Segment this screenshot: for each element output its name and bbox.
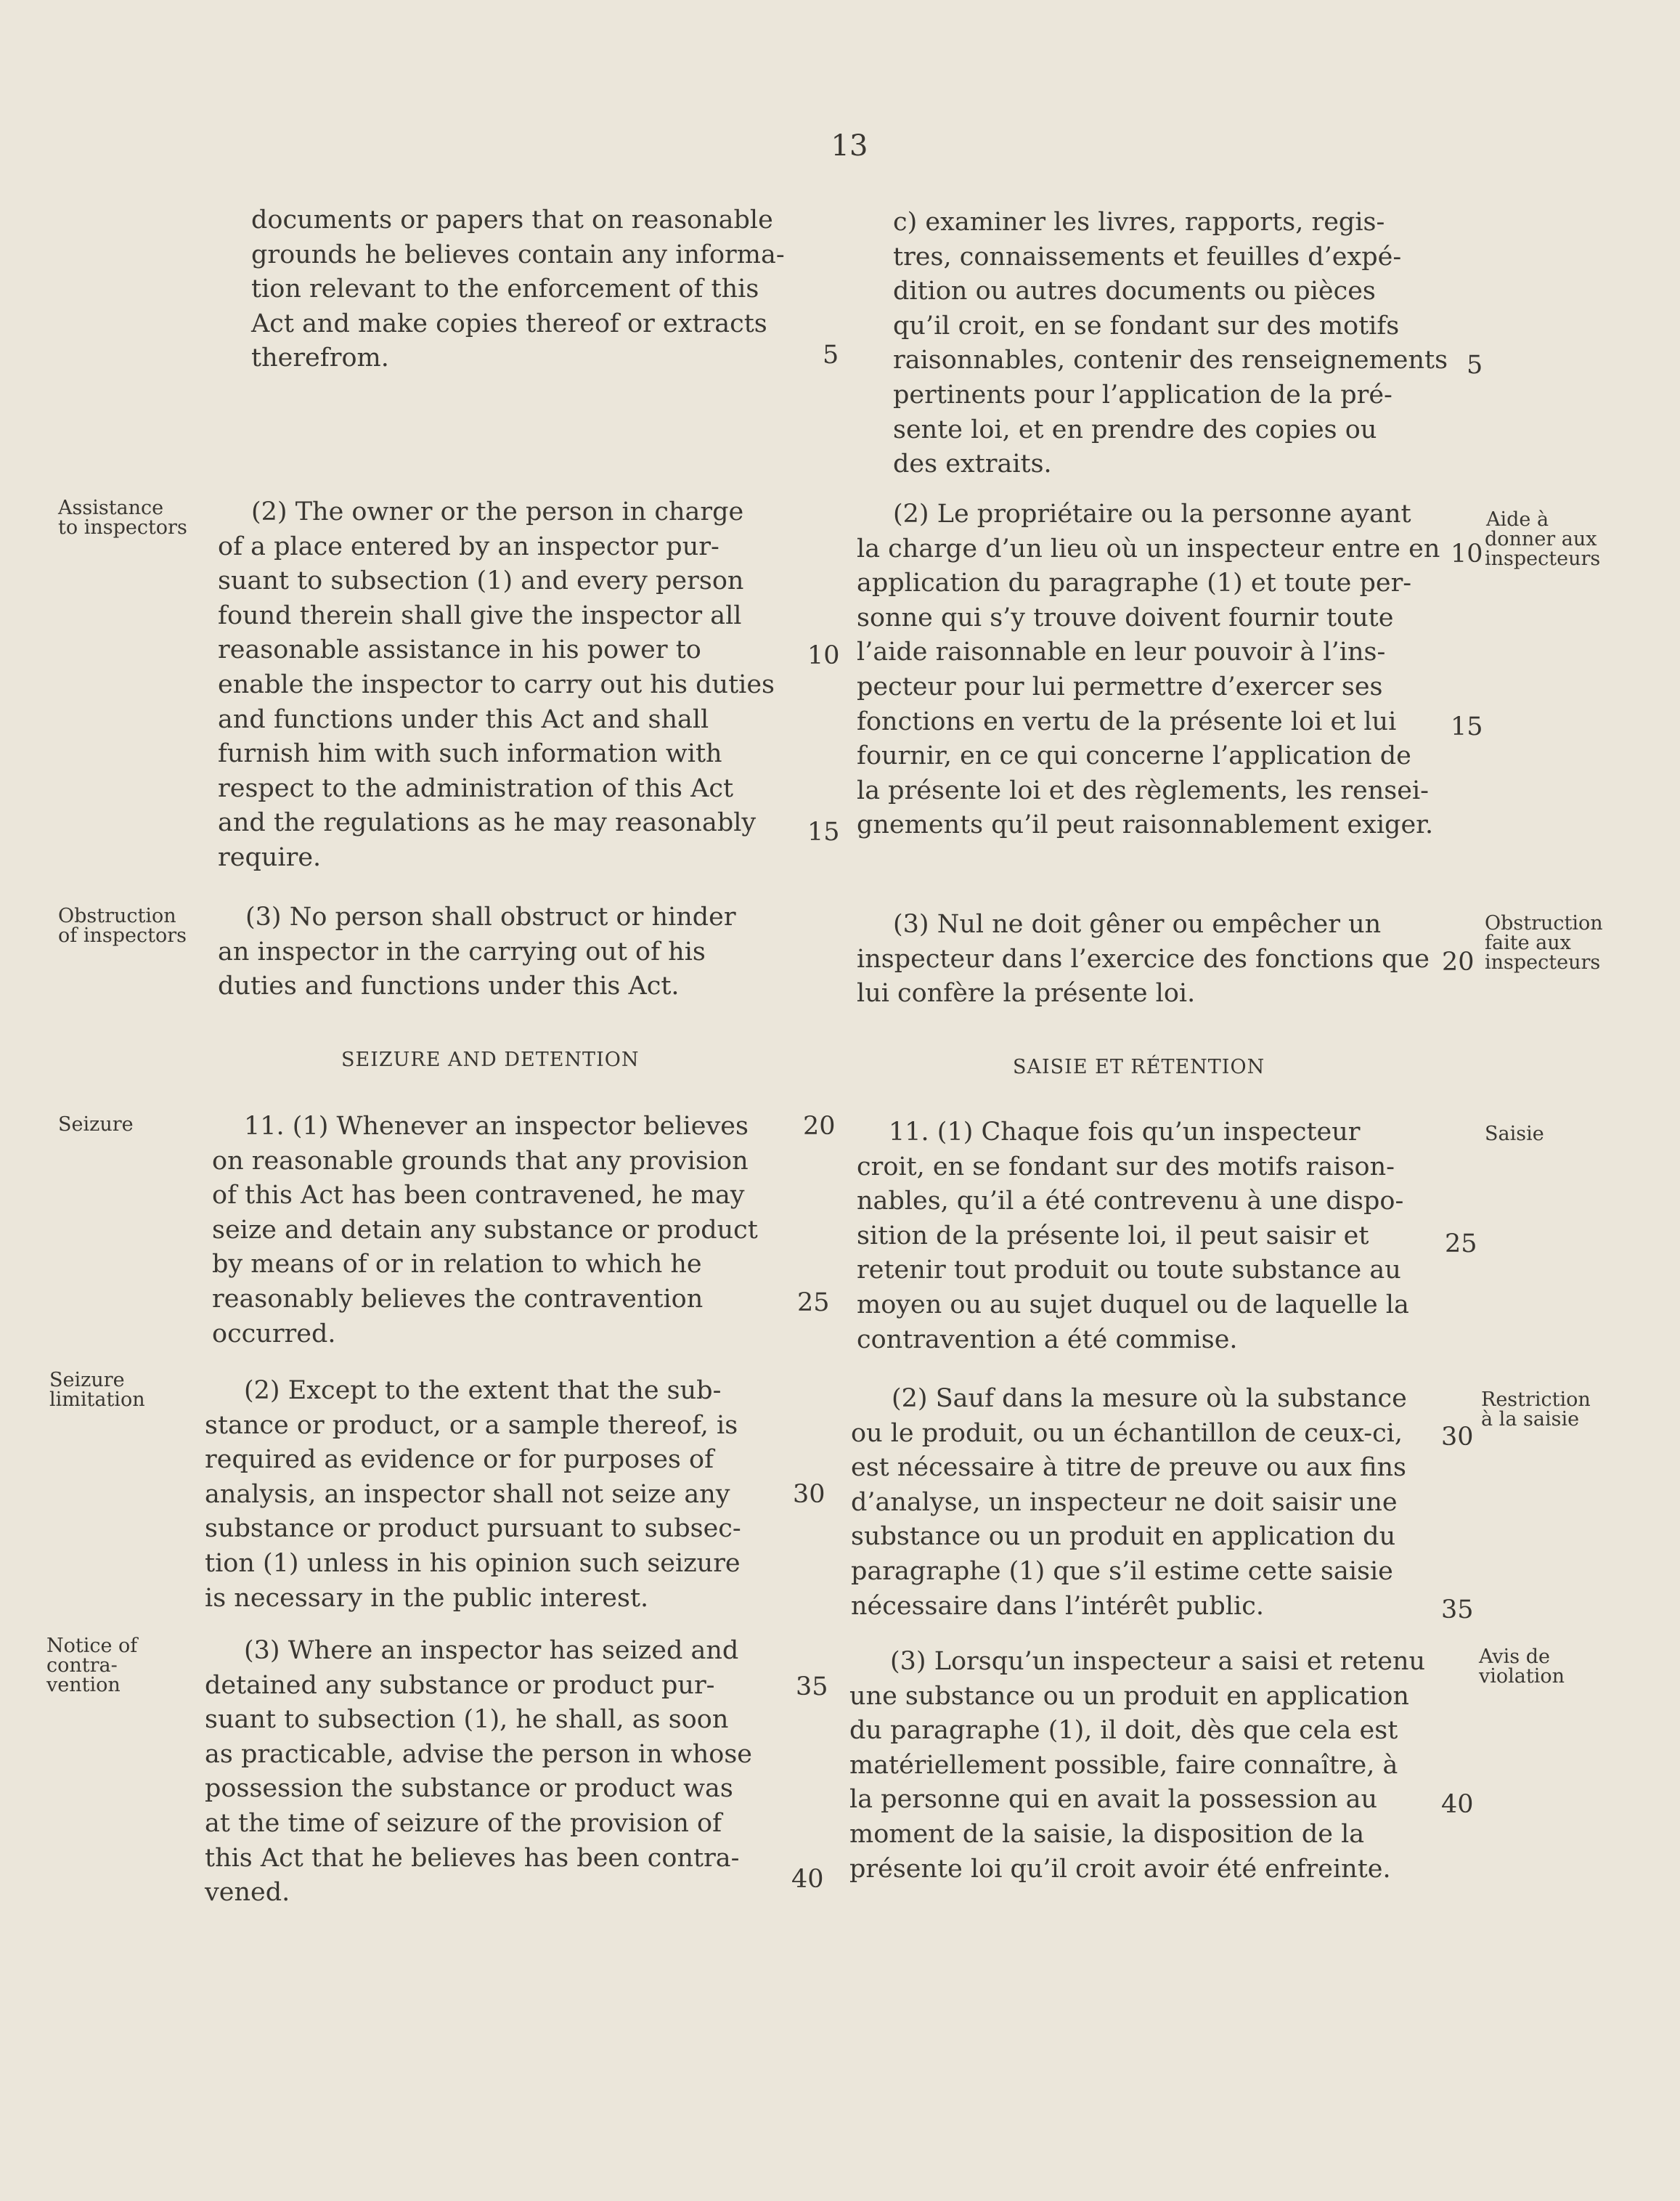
en-margin-note-obstruction bbox=[58, 906, 187, 945]
line-number: 35 bbox=[1441, 1595, 1474, 1624]
line-number: 10 bbox=[807, 641, 840, 670]
margin-note-line: Obstruction bbox=[1485, 912, 1603, 935]
text-line: du paragraphe (1), il doit, dès que cela est bbox=[849, 1716, 1398, 1746]
text-line: require. bbox=[218, 842, 322, 872]
text-line: furnish him with such information with bbox=[218, 739, 722, 769]
text-line: (3) Lorsqu’un inspecteur a saisi et retenu bbox=[890, 1647, 1426, 1676]
text-line: gnements qu’il peut raisonnablement exiger. bbox=[857, 810, 1434, 840]
text-line: reasonably believes the contravention bbox=[212, 1284, 704, 1314]
text-line: la charge d’un lieu où un inspecteur entre en bbox=[857, 534, 1440, 564]
text-line: an inspector in the carrying out of his bbox=[218, 937, 706, 967]
margin-note-line: of inspectors bbox=[58, 924, 187, 947]
text-line: tion relevant to the enforcement of this bbox=[251, 274, 759, 304]
en-margin-note-seizure bbox=[58, 1115, 134, 1134]
text-line: is necessary in the public interest. bbox=[205, 1583, 649, 1613]
text-line: la présente loi et des règlements, les rensei- bbox=[857, 776, 1429, 805]
margin-note-line: donner aux bbox=[1485, 528, 1597, 550]
margin-note-line: Aide à bbox=[1486, 508, 1549, 531]
fr-assistance-paragraph bbox=[857, 497, 1440, 843]
text-line: (3) Nul ne doit gêner ou empêcher un bbox=[893, 910, 1382, 939]
text-line: d’analyse, un inspecteur ne doit saisir une bbox=[851, 1487, 1398, 1517]
margin-note-line: faite aux bbox=[1485, 932, 1571, 954]
text-line: and the regulations as he may reasonably bbox=[218, 808, 757, 838]
text-line: (3) Where an inspector has seized and bbox=[244, 1636, 739, 1665]
text-line: nécessaire dans l’intérêt public. bbox=[851, 1591, 1264, 1621]
text-line: enable the inspector to carry out his duties bbox=[218, 670, 775, 699]
text-line: dition ou autres documents ou pièces bbox=[893, 277, 1376, 306]
text-line: duties and functions under this Act. bbox=[218, 972, 680, 1001]
text-line: grounds he believes contain any informa- bbox=[251, 240, 785, 269]
text-line: seize and detain any substance or product bbox=[212, 1215, 758, 1245]
line-number: 40 bbox=[1441, 1790, 1474, 1819]
fr-section-heading: SAISIE ET RÉTENTION bbox=[1013, 1056, 1265, 1078]
text-line: ou le produit, ou un échantillon de ceux-ci, bbox=[851, 1418, 1403, 1448]
text-line: une substance ou un produit en application bbox=[849, 1681, 1409, 1711]
text-line: suant to subsection (1), he shall, as soon bbox=[205, 1705, 729, 1735]
text-line: inspecteur dans l’exercice des fonctions que bbox=[857, 944, 1430, 974]
margin-note-line: Restriction bbox=[1481, 1388, 1591, 1411]
margin-note-line: to inspectors bbox=[58, 516, 187, 539]
margin-note-line: Obstruction bbox=[58, 905, 176, 927]
text-line: présente loi qu’il croit avoir été enfreinte. bbox=[849, 1854, 1391, 1884]
text-line: matériellement possible, faire connaître, à bbox=[849, 1750, 1398, 1780]
text-line: moment de la saisie, la disposition de la bbox=[849, 1819, 1365, 1849]
text-line: (2) Le propriétaire ou la personne ayant bbox=[893, 500, 1411, 529]
en-margin-note-notice bbox=[46, 1636, 137, 1695]
en-assistance-paragraph bbox=[218, 495, 775, 876]
margin-note-line: Seizure bbox=[49, 1369, 125, 1391]
line-number: 30 bbox=[793, 1480, 825, 1509]
fr-margin-note-notice bbox=[1479, 1647, 1565, 1686]
line-number: 25 bbox=[797, 1288, 830, 1317]
fr-seizure-paragraph bbox=[857, 1115, 1409, 1357]
fr-seizure-limitation-paragraph bbox=[851, 1382, 1407, 1624]
text-line: croit, en se fondant sur des motifs raison- bbox=[857, 1152, 1395, 1181]
line-number: 15 bbox=[807, 818, 840, 847]
text-line: as practicable, advise the person in whose bbox=[205, 1739, 752, 1769]
text-line: suant to subsection (1) and every person bbox=[218, 566, 744, 596]
text-line: occurred. bbox=[212, 1319, 336, 1348]
en-seizure-paragraph bbox=[212, 1110, 758, 1351]
text-line: found therein shall give the inspector all bbox=[218, 601, 742, 630]
page-number: 13 bbox=[831, 129, 868, 163]
en-obstruction-paragraph bbox=[218, 900, 736, 1004]
margin-note-line: à la saisie bbox=[1481, 1408, 1580, 1431]
fr-margin-note-obstruction bbox=[1485, 914, 1603, 972]
en-section-heading: SEIZURE AND DETENTION bbox=[341, 1049, 640, 1071]
text-line: analysis, an inspector shall not seize any bbox=[205, 1479, 730, 1509]
text-line: detained any substance or product pur- bbox=[205, 1670, 715, 1700]
text-line: des extraits. bbox=[893, 449, 1052, 479]
text-line: fournir, en ce qui concerne l’application de bbox=[857, 741, 1411, 771]
text-line: l’aide raisonnable en leur pouvoir à l’ins- bbox=[857, 638, 1386, 667]
margin-note-line: limitation bbox=[49, 1388, 145, 1411]
margin-note-line: Seizure bbox=[58, 1113, 134, 1136]
line-number: 5 bbox=[823, 341, 839, 370]
margin-note-line: inspecteurs bbox=[1485, 951, 1601, 974]
en-notice-paragraph bbox=[205, 1634, 752, 1911]
text-line: possession the substance or product was bbox=[205, 1774, 733, 1804]
text-line: c) examiner les livres, rapports, regis- bbox=[893, 208, 1385, 237]
en-margin-note-assistance bbox=[58, 498, 187, 537]
en-margin-note-seizure-limitation bbox=[49, 1370, 145, 1409]
text-line: 11. (1) Whenever an inspector believes bbox=[244, 1112, 749, 1141]
line-number: 20 bbox=[803, 1112, 836, 1141]
fr-margin-note-seizure bbox=[1485, 1124, 1544, 1144]
text-line: of a place entered by an inspector pur- bbox=[218, 532, 719, 561]
margin-note-line: inspecteurs bbox=[1485, 548, 1601, 570]
fr-margin-note-assistance bbox=[1485, 510, 1600, 569]
fr-intro-paragraph bbox=[857, 206, 1448, 482]
fr-obstruction-paragraph bbox=[857, 908, 1430, 1012]
text-line: sonne qui s’y trouve doivent fournir toute bbox=[857, 603, 1394, 632]
text-line: paragraphe (1) que s’il estime cette saisie bbox=[851, 1556, 1393, 1586]
text-line: reasonable assistance in his power to bbox=[218, 635, 701, 665]
text-line: stance or product, or a sample thereof, is bbox=[205, 1410, 738, 1440]
text-line: of this Act has been contravened, he may bbox=[212, 1181, 745, 1211]
text-line: la personne qui en avait la possession au bbox=[849, 1785, 1378, 1815]
margin-note-line: vention bbox=[46, 1674, 121, 1696]
text-line: 11. (1) Chaque fois qu’un inspecteur bbox=[889, 1118, 1361, 1147]
text-line: retenir tout produit ou toute substance au bbox=[857, 1256, 1401, 1285]
margin-note-line: contra- bbox=[46, 1654, 118, 1677]
line-number: 35 bbox=[796, 1672, 828, 1701]
text-line: vened. bbox=[205, 1878, 290, 1908]
en-intro-paragraph bbox=[251, 203, 785, 376]
text-line: lui confère la présente loi. bbox=[857, 979, 1196, 1009]
line-number: 10 bbox=[1451, 540, 1483, 569]
margin-note-line: Notice of bbox=[46, 1635, 138, 1657]
text-line: est nécessaire à titre de preuve ou aux fins bbox=[851, 1453, 1406, 1483]
text-line: contravention a été commise. bbox=[857, 1325, 1238, 1354]
margin-note-line: Avis de bbox=[1479, 1645, 1550, 1668]
line-number: 25 bbox=[1445, 1229, 1477, 1258]
text-line: by means of or in relation to which he bbox=[212, 1250, 702, 1279]
text-line: substance or product pursuant to subsec- bbox=[205, 1514, 741, 1544]
text-line: pecteur pour lui permettre d’exercer ses bbox=[857, 672, 1383, 701]
text-line: application du paragraphe (1) et toute per- bbox=[857, 569, 1412, 598]
en-seizure-limitation-paragraph bbox=[205, 1374, 741, 1616]
text-line: therefrom. bbox=[251, 343, 389, 373]
text-line: on reasonable grounds that any provision bbox=[212, 1146, 749, 1176]
text-line: raisonnables, contenir des renseignements bbox=[893, 346, 1448, 375]
text-line: Act and make copies thereof or extracts bbox=[251, 309, 767, 338]
line-number: 40 bbox=[791, 1865, 824, 1894]
text-line: tion (1) unless in his opinion such seizure bbox=[205, 1548, 741, 1578]
text-line: (2) The owner or the person in charge bbox=[251, 497, 744, 526]
text-line: this Act that he believes has been contra- bbox=[205, 1843, 740, 1873]
text-line: respect to the administration of this Act bbox=[218, 773, 734, 803]
text-line: (3) No person shall obstruct or hinder bbox=[245, 903, 736, 932]
text-line: nables, qu’il a été contrevenu à une dispo- bbox=[857, 1187, 1404, 1216]
text-line: moyen ou au sujet duquel ou de laquelle la bbox=[857, 1290, 1409, 1319]
text-line: (2) Sauf dans la mesure où la substance bbox=[892, 1384, 1407, 1413]
fr-margin-note-seizure-limitation bbox=[1481, 1390, 1591, 1429]
line-number: 5 bbox=[1467, 351, 1483, 380]
margin-note-line: Saisie bbox=[1485, 1123, 1544, 1145]
line-number: 15 bbox=[1451, 712, 1483, 741]
text-line: qu’il croit, en se fondant sur des motifs bbox=[893, 311, 1400, 341]
text-line: (2) Except to the extent that the sub- bbox=[244, 1376, 722, 1405]
text-line: and functions under this Act and shall bbox=[218, 704, 709, 734]
text-line: fonctions en vertu de la présente loi et lui bbox=[857, 707, 1397, 736]
text-line: substance ou un produit en application du bbox=[851, 1522, 1396, 1552]
text-line: required as evidence or for purposes of bbox=[205, 1445, 714, 1475]
line-number: 20 bbox=[1442, 948, 1475, 977]
margin-note-line: Assistance bbox=[58, 497, 164, 519]
line-number: 30 bbox=[1441, 1423, 1474, 1452]
margin-note-line: violation bbox=[1479, 1665, 1565, 1688]
text-line: pertinents pour l’application de la pré- bbox=[893, 380, 1392, 410]
text-line: tres, connaissements et feuilles d’expé- bbox=[893, 242, 1402, 272]
text-line: documents or papers that on reasonable bbox=[251, 206, 773, 235]
text-line: at the time of seizure of the provision of bbox=[205, 1808, 722, 1838]
text-line: sition de la présente loi, il peut saisir et bbox=[857, 1221, 1369, 1250]
text-line: sente loi, et en prendre des copies ou bbox=[893, 415, 1377, 444]
fr-notice-paragraph bbox=[849, 1645, 1425, 1887]
